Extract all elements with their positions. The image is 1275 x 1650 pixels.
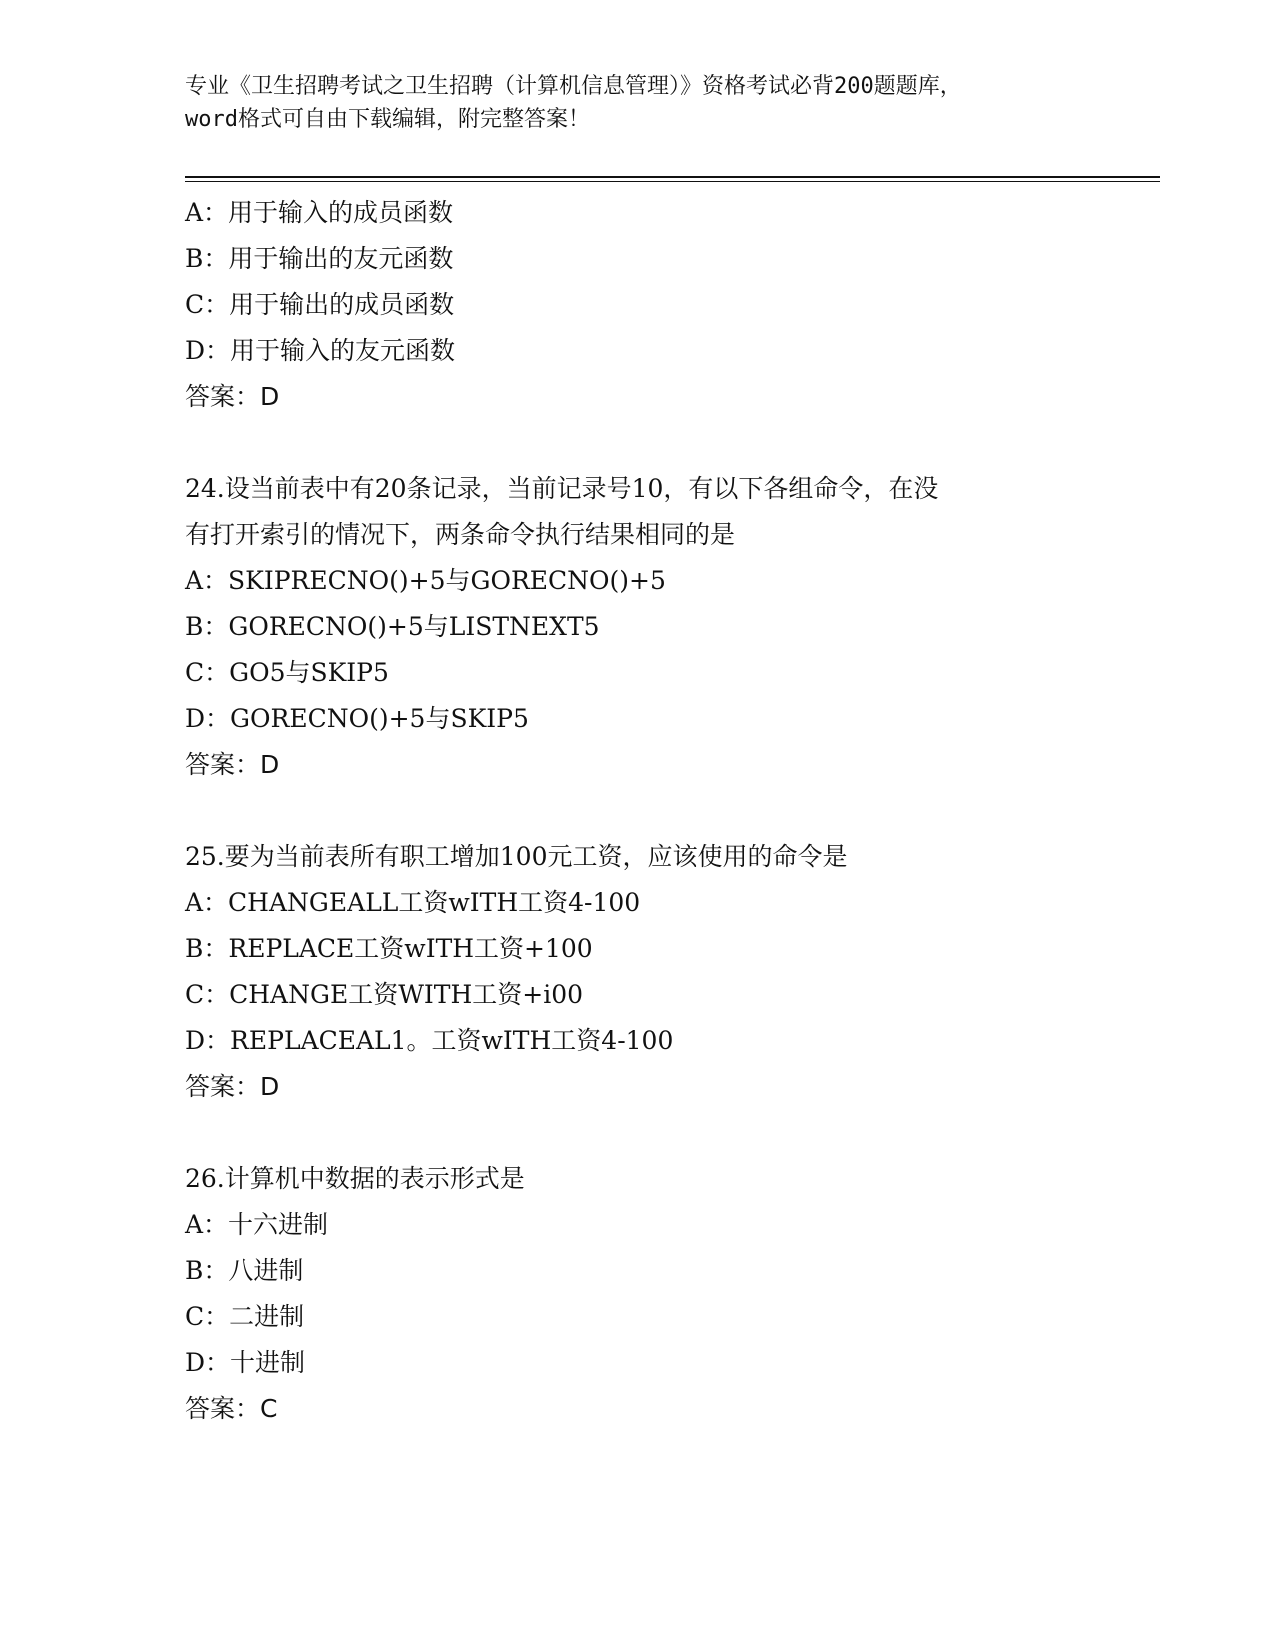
header-divider-thin [185,181,1160,182]
question-block [185,190,1105,420]
question-block [185,1156,1105,1432]
option-b: B：八进制 [185,1256,304,1285]
answer-line: 答案：D [185,382,280,411]
header-line-1: 专业《卫生招聘考试之卫生招聘（计算机信息管理）》资格考试必背200题题库， [185,74,962,99]
option-b: B：REPLACE工资wITH工资+100 [185,934,593,963]
option-c: C：用于输出的成员函数 [185,290,455,319]
question-block [185,834,1105,1110]
question-text: 26.计算机中数据的表示形式是 [185,1164,525,1193]
option-c: C：二进制 [185,1302,305,1331]
option-c: C：GO5与SKIP5 [185,658,389,687]
answer-line: 答案：C [185,1394,278,1423]
option-a: A：CHANGEALL工资wITH工资4-100 [185,888,641,917]
header-divider-thick [185,176,1160,178]
document-header [185,70,1085,136]
option-c: C：CHANGE工资WITH工资+i00 [185,980,584,1009]
option-d: D：十进制 [185,1348,306,1377]
option-d: D：REPLACEAL1。工资wITH工资4-100 [185,1026,674,1055]
option-a: A：十六进制 [185,1210,329,1239]
option-d: D：用于输入的友元函数 [185,336,456,365]
option-a: A：SKIPRECNO()+5与GORECNO()+5 [185,566,666,595]
answer-line: 答案：D [185,1072,280,1101]
question-block [185,466,1105,788]
option-b: B：GORECNO()+5与LISTNEXT5 [185,612,600,641]
question-text: 25.要为当前表所有职工增加100元工资，应该使用的命令是 [185,842,848,871]
block-spacer [185,788,1105,834]
question-text: 有打开索引的情况下，两条命令执行结果相同的是 [185,520,736,549]
header-line-2: word格式可自由下载编辑，附完整答案！ [185,107,590,132]
option-a: A：用于输入的成员函数 [185,198,454,227]
option-b: B：用于输出的友元函数 [185,244,454,273]
block-spacer [185,1110,1105,1156]
answer-line: 答案：D [185,750,280,779]
block-spacer [185,420,1105,466]
option-d: D：GORECNO()+5与SKIP5 [185,704,529,733]
question-list [185,190,1105,1432]
question-text: 24.设当前表中有20条记录，当前记录号10，有以下各组命令，在没 [185,474,939,503]
